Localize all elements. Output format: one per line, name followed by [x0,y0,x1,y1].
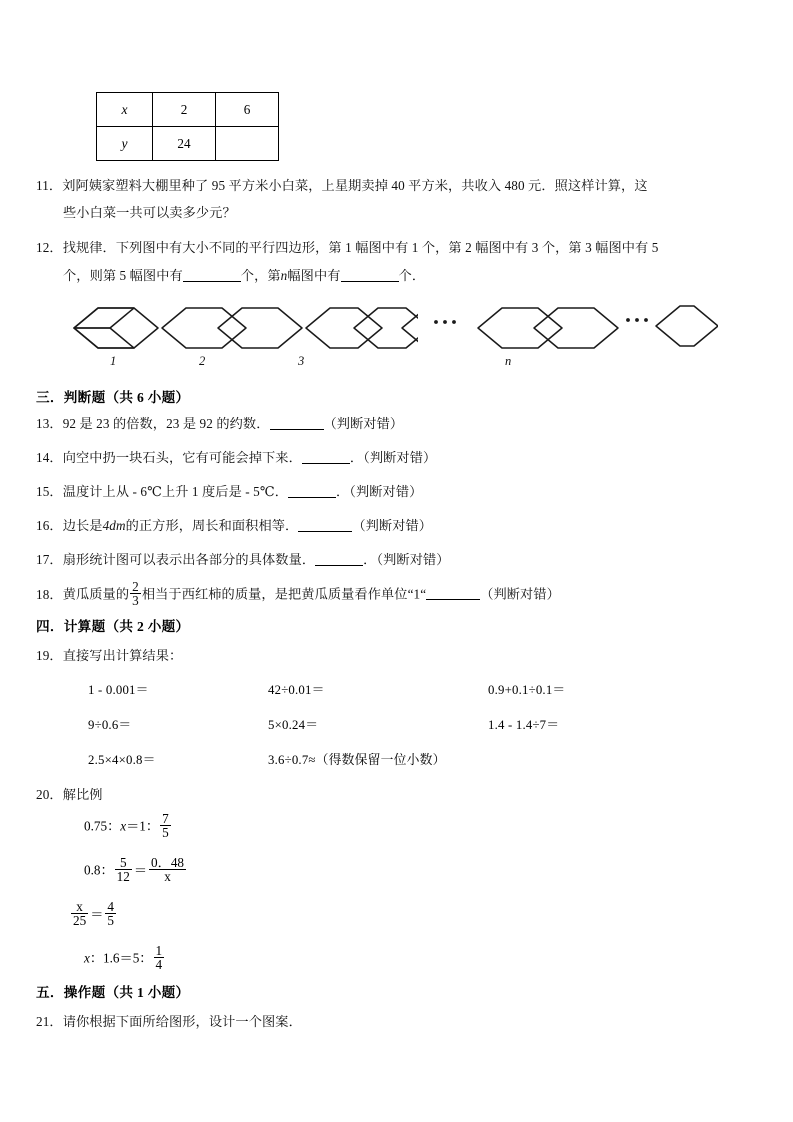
proportion-equation-1 [84,812,172,840]
calc-item-r2c1: 9÷0.6＝ [88,718,132,732]
question-11-number: 11． [36,178,63,193]
question-18 [36,580,560,608]
eq3-fraction-left [71,900,88,928]
table-cell-y-label: y [97,127,153,161]
question-19-number: 19． [36,648,63,663]
answer-blank-q16[interactable] [298,518,352,532]
eq3-fraction-right [105,900,116,928]
eq1-mid: ＝1： [126,818,160,834]
answer-blank-q13[interactable] [270,416,324,430]
question-20-number: 20． [36,787,63,802]
eq2-fraction-left [115,856,132,884]
section-heading-3: 三．判断题（共 6 小题） [36,390,190,405]
eq2-right-denominator: x [164,869,171,885]
question-12-line2-c: 幅图中有 [287,268,341,283]
question-12-number: 12． [36,240,63,255]
proportion-equation-4 [84,944,165,972]
question-14-suffix: ．（判断对错） [349,450,437,465]
figure-label-1: 1 [110,354,117,368]
question-13 [36,414,403,434]
question-16-suffix: （判断对错） [352,518,433,533]
parallelogram-pattern-figure [58,298,678,376]
question-13-text: 92 是 23 的倍数，23 是 92 的约数． [62,416,270,431]
question-17-number: 17． [36,552,63,567]
question-21 [36,1012,302,1032]
proportion-equation-2 [84,856,187,884]
calc-item-r1c1: 1 - 0.001＝ [88,683,149,697]
proportion-equation-3 [70,900,117,928]
question-14 [36,448,436,468]
eq4-fraction [154,944,165,972]
question-12-line1: 找规律．下列图中有大小不同的平行四边形，第 1 幅图中有 1 个，第 2 幅图中有 3 个，第 3 幅图中有 5 [62,240,659,255]
question-12-var-n: n [280,268,288,283]
question-17-suffix: ．（判断对错） [363,552,450,567]
section-heading-5: 五．操作题（共 1 小题） [36,985,190,1000]
eq4-var: x [84,950,90,966]
eq4-fraction-numerator: 1 [155,943,163,958]
eq2-equals: ＝ [133,862,148,878]
fraction-denominator: 3 [132,593,139,609]
question-18-text-b: 相当于西红柿的质量，是把黄瓜质量看作单位“1“ [141,586,427,602]
eq2-left-denominator: 12 [116,869,130,885]
table-row [97,127,279,161]
calc-item-r3c2: 3.6÷0.7≈（得数保留一位小数） [268,753,446,767]
question-13-number: 13． [36,416,63,431]
calc-item-r2c3: 1.4 - 1.4÷7＝ [488,718,560,732]
fraction-numerator: 2 [132,579,139,594]
table-cell-x-1: 2 [153,93,216,127]
eq3-right-numerator: 4 [107,899,114,914]
calc-item-r1c2: 42÷0.01＝ [268,683,325,697]
question-15-number: 15． [36,484,63,499]
question-12-line2 [63,266,425,286]
question-16-number: 16． [36,518,63,533]
question-19-prompt: 直接写出计算结果： [62,648,183,663]
question-17 [36,550,450,570]
question-13-suffix: （判断对错） [323,416,404,431]
table-row [97,93,279,127]
eq1-fraction-denominator: 5 [162,825,169,841]
eq4-left: ：1.6＝5： [89,950,153,966]
answer-blank-q18[interactable] [426,587,480,601]
calc-item-r1c3: 0.9+0.1÷0.1＝ [488,683,566,697]
parallelogram-n-group-svg [418,298,718,360]
answer-blank-q12-1[interactable] [183,268,241,282]
question-14-number: 14． [36,450,63,465]
question-11 [36,176,766,196]
eq1-fraction [160,812,171,840]
eq1-var: x [120,818,127,834]
question-18-number: 18． [36,586,63,602]
table-cell-y-2 [216,127,279,161]
question-15 [36,482,422,502]
question-21-text: 请你根据下面所给图形，设计一个图案． [62,1014,302,1029]
section-heading-4: 四．计算题（共 2 小题） [36,619,190,634]
question-18-suffix: （判断对错） [480,586,560,602]
eq1-left: 0.75： [84,818,121,834]
question-16-text-b: 的正方形，周长和面积相等． [125,518,299,533]
fraction-two-thirds [130,580,141,608]
question-15-text: 温度计上从 - 6℃上升 1 度后是 - 5℃． [62,484,288,499]
question-19 [36,646,182,666]
eq3-right-denominator: 5 [107,913,114,929]
calc-item-r3c1: 2.5×4×0.8＝ [88,753,156,767]
figure-label-n: n [505,354,512,368]
answer-blank-q14[interactable] [302,450,350,464]
table-cell-x-label: x [97,93,153,127]
eq3-left-denominator: 25 [73,913,87,929]
question-11-line1: 刘阿姨家塑料大棚里种了 95 平方米小白菜，上星期卖掉 40 平方米，共收入 480 元．照这样计算，这 [62,178,648,193]
question-20-prompt: 解比例 [62,787,103,802]
answer-blank-q17[interactable] [315,552,363,566]
eq2-fraction-right [149,856,186,884]
question-12-line2-b: 个，第 [240,268,281,283]
question-11-line2-text: 些小白菜一共可以卖多少元？ [63,205,236,220]
question-15-suffix: ．（判断对错） [336,484,423,499]
answer-blank-q12-2[interactable] [341,268,399,282]
question-20 [36,785,103,805]
question-14-text: 向空中扔一块石头，它有可能会掉下来． [62,450,302,465]
question-21-number: 21． [36,1014,63,1029]
eq2-right-numerator: 0．48 [151,855,185,870]
eq1-fraction-numerator: 7 [162,811,169,826]
eq3-left-numerator: x [71,900,88,914]
calc-item-r2c2: 5×0.24＝ [268,718,319,732]
question-16 [36,516,432,536]
question-12 [36,238,771,258]
eq2-left: 0.8： [84,862,114,878]
figure-label-2: 2 [199,354,206,368]
answer-blank-q15[interactable] [288,484,336,498]
eq3-equals: ＝ [90,906,104,922]
table-cell-y-1: 24 [153,127,216,161]
question-16-text-a: 边长是 [62,518,103,533]
question-11-line2 [63,203,236,223]
eq4-fraction-denominator: 4 [155,957,163,973]
figure-label-3: 3 [298,354,305,368]
question-18-text-a: 黄瓜质量的 [62,586,130,602]
table-cell-x-2: 6 [216,93,279,127]
question-12-line2-d: 个． [398,268,426,283]
eq2-left-numerator: 5 [115,856,132,870]
question-16-unit: 4dm [102,518,126,533]
xy-value-table [96,92,279,161]
question-12-line2-a: 个，则第 5 幅图中有 [63,268,183,283]
question-17-text: 扇形统计图可以表示出各部分的具体数量． [62,552,316,567]
